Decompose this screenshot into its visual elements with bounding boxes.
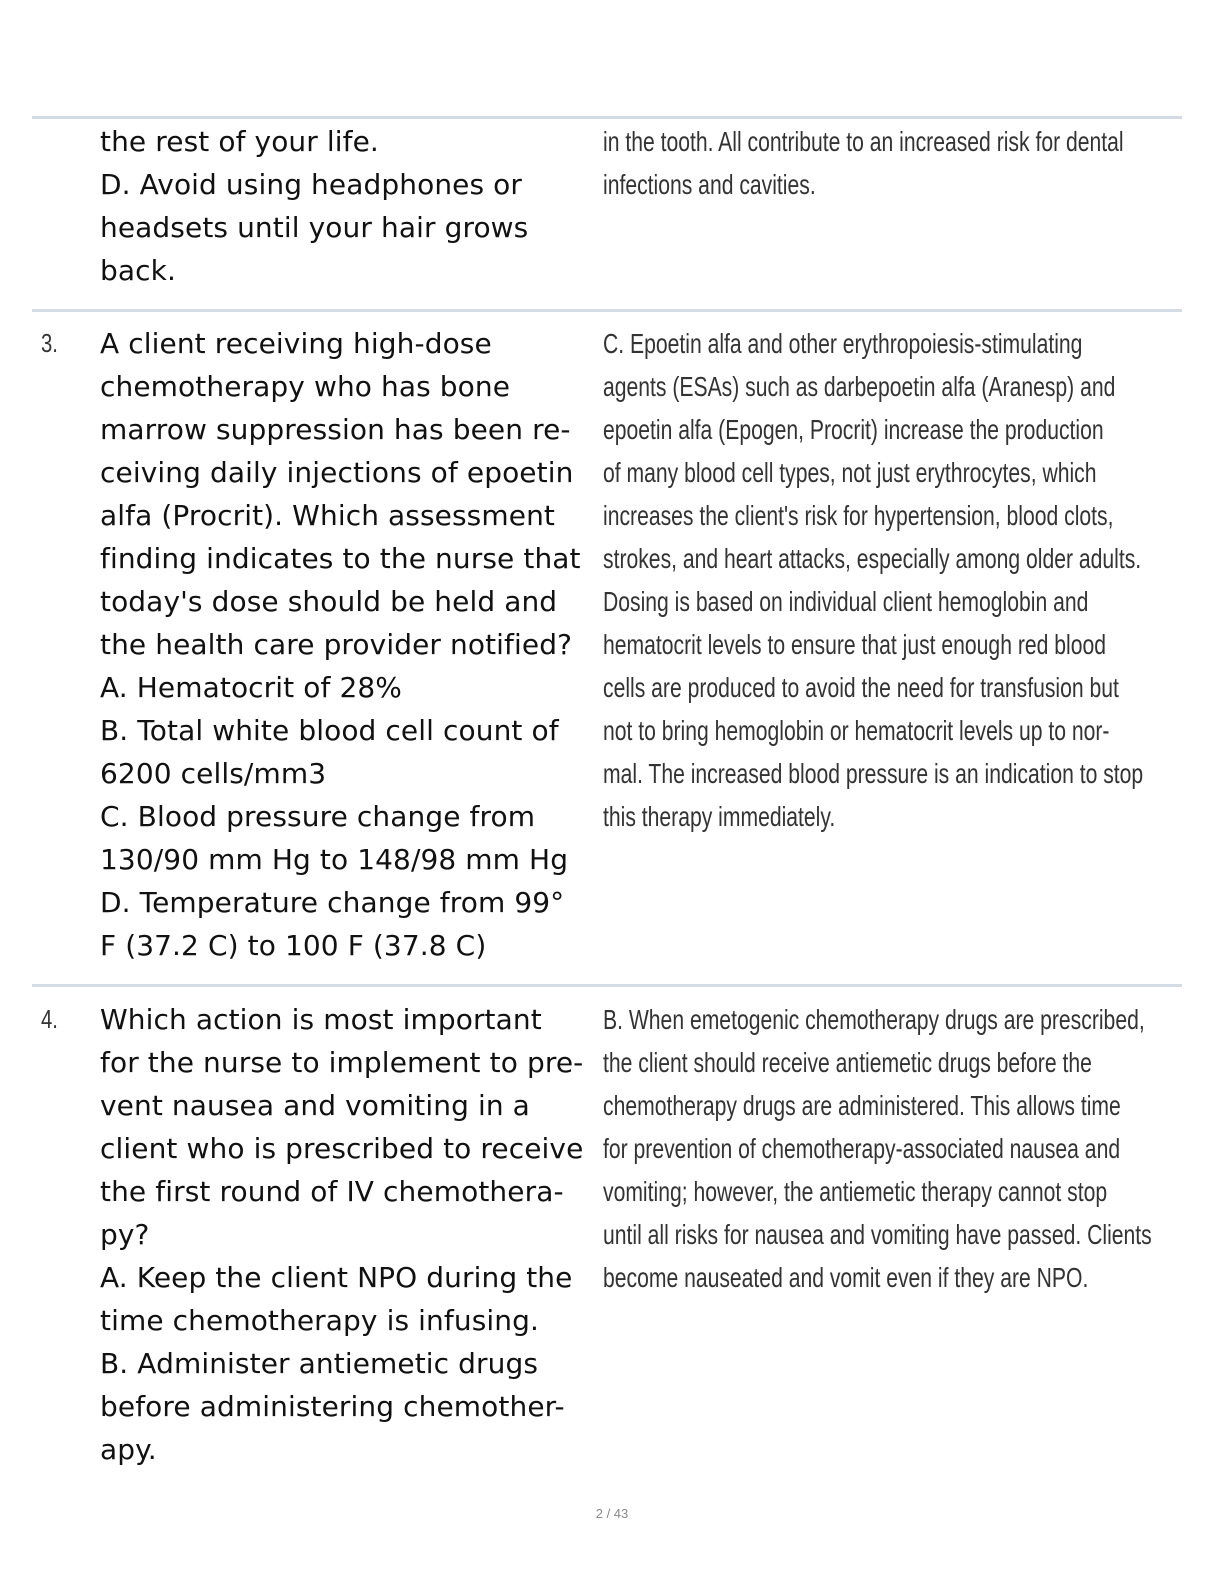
answer-4-text — [603, 998, 1183, 1299]
answer-line: until all risks for nausea and vomiting have passed. Clients — [603, 1219, 1152, 1250]
answer-line: B. When emetogenic chemotherapy drugs are prescribed, — [603, 1004, 1145, 1035]
row-divider-q3 — [32, 309, 1182, 312]
question-4-number: 4. — [41, 1004, 58, 1034]
question-line: the first round of IV chemothera- — [100, 1175, 564, 1208]
option-b: apy. — [100, 1433, 157, 1466]
option-a: A. Keep the client NPO during the — [100, 1261, 573, 1294]
question-line: back. — [100, 254, 176, 287]
page-indicator: 2 / 43 — [595, 1506, 629, 1521]
answer-line: hematocrit levels to ensure that just enough red blood — [603, 629, 1106, 660]
question-3-number: 3. — [41, 328, 58, 358]
answer-3-text — [603, 322, 1183, 838]
question-line: the rest of your life. — [100, 125, 379, 158]
answer-2-continuation — [603, 120, 1183, 206]
question-4-text — [100, 998, 600, 1471]
answer-line: epoetin alfa (Epogen, Procrit) increase the production — [603, 414, 1104, 445]
answer-line: for prevention of chemotherapy-associated nausea and — [603, 1133, 1121, 1164]
question-line: marrow suppression has been re- — [100, 413, 571, 446]
answer-line: cells are produced to avoid the need for transfusion but — [603, 672, 1119, 703]
question-line: alfa (Procrit). Which assessment — [100, 499, 556, 532]
question-line: py? — [100, 1218, 150, 1251]
option-b: 6200 cells/mm3 — [100, 757, 327, 790]
option-b: before administering chemother- — [100, 1390, 565, 1423]
question-line: the health care provider notified? — [100, 628, 573, 661]
question-line: D. Avoid using headphones or — [100, 168, 523, 201]
answer-line: this therapy immediately. — [603, 801, 836, 832]
answer-line: agents (ESAs) such as darbepoetin alfa (Aranesp) and — [603, 371, 1116, 402]
question-line: headsets until your hair grows — [100, 211, 529, 244]
answer-line: become nauseated and vomit even if they are NPO. — [603, 1262, 1089, 1293]
question-line: client who is prescribed to receive — [100, 1132, 584, 1165]
question-line: ceiving daily injections of epoetin — [100, 456, 574, 489]
answer-line: vomiting; however, the antiemetic therapy cannot stop — [603, 1176, 1108, 1207]
answer-line: mal. The increased blood pressure is an indication to stop — [603, 758, 1144, 789]
question-line: chemotherapy who has bone — [100, 370, 511, 403]
option-a: time chemotherapy is infusing. — [100, 1304, 539, 1337]
answer-line: in the tooth. All contribute to an increased risk for dental — [603, 126, 1124, 157]
row-divider-q4 — [32, 984, 1182, 987]
option-b: B. Administer antiemetic drugs — [100, 1347, 539, 1380]
answer-line: C. Epoetin alfa and other erythropoiesis-stimulating — [603, 328, 1083, 359]
option-b: B. Total white blood cell count of — [100, 714, 559, 747]
answer-line: strokes, and heart attacks, especially among older adults. — [603, 543, 1142, 574]
answer-line: infections and cavities. — [603, 169, 816, 200]
question-2-continuation — [100, 120, 600, 292]
option-d: D. Temperature change from 99° — [100, 886, 565, 919]
answer-line: Dosing is based on individual client hemoglobin and — [603, 586, 1089, 617]
answer-line: chemotherapy drugs are administered. This allows time — [603, 1090, 1121, 1121]
answer-line: not to bring hemoglobin or hematocrit levels up to nor- — [603, 715, 1110, 746]
question-line: for the nurse to implement to pre- — [100, 1046, 584, 1079]
option-d: F (37.2 C) to 100 F (37.8 C) — [100, 929, 487, 962]
question-line: finding indicates to the nurse that — [100, 542, 581, 575]
answer-line: the client should receive antiemetic drugs before the — [603, 1047, 1092, 1078]
option-c: C. Blood pressure change from — [100, 800, 536, 833]
question-3-text — [100, 322, 600, 967]
option-a: A. Hematocrit of 28% — [100, 671, 402, 704]
answer-line: increases the client's risk for hypertension, blood clots, — [603, 500, 1114, 531]
option-c: 130/90 mm Hg to 148/98 mm Hg — [100, 843, 569, 876]
question-line: today's dose should be held and — [100, 585, 558, 618]
question-line: A client receiving high-dose — [100, 327, 492, 360]
row-divider-top — [32, 116, 1182, 119]
question-line: vent nausea and vomiting in a — [100, 1089, 530, 1122]
answer-line: of many blood cell types, not just erythrocytes, which — [603, 457, 1097, 488]
question-line: Which action is most important — [100, 1003, 542, 1036]
